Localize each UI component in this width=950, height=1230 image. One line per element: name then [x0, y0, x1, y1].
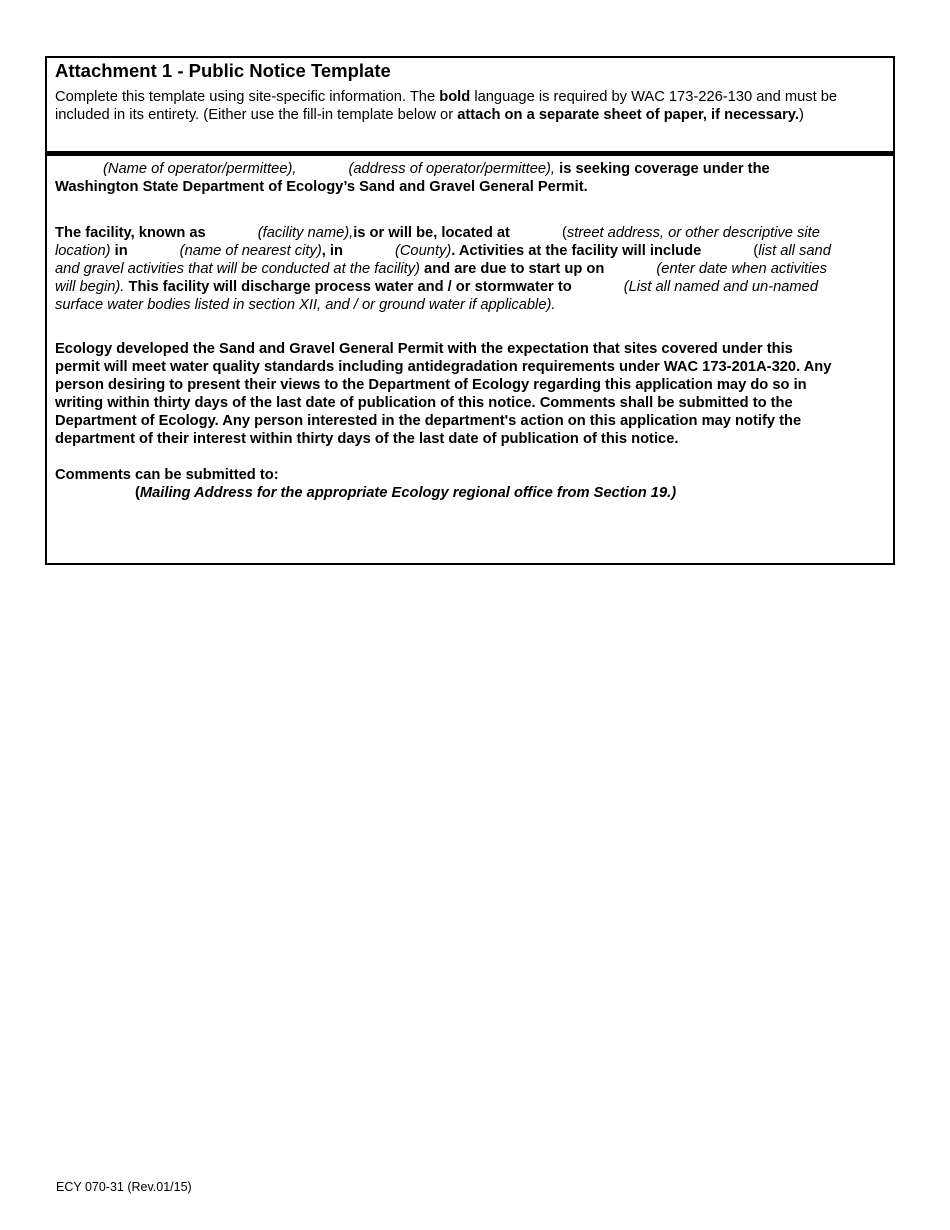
street-open-paren: (: [561, 225, 567, 241]
mailing-address-field[interactable]: Mailing Address for the appropriate Ecology regional office from Section 19.): [139, 485, 677, 501]
instructions-part1: Complete this template using site-specific information. The: [55, 89, 440, 105]
instructions-text: [55, 88, 875, 124]
instructions-bold-phrase: attach on a separate sheet of paper, if necessary.: [457, 107, 799, 123]
form-number-footer: ECY 070-31 (Rev.01/15): [56, 1180, 192, 1194]
comments-section: [55, 466, 885, 502]
instructions-part2: language is required by WAC 173-226-130 and must be included in its entirety. (Either use the fill-in template below or: [55, 89, 838, 123]
ecology-paragraph: [55, 340, 885, 448]
facility-discharge-text: This facility will discharge process water and / or stormwater to: [128, 279, 572, 295]
comments-heading: Comments can be submitted to:: [55, 467, 279, 483]
street-address-field[interactable]: street address, or other descriptive site: [566, 225, 820, 241]
facility-in-county-text: , in: [321, 243, 343, 259]
nearest-city-field[interactable]: (name of nearest city): [179, 243, 322, 259]
start-date-field[interactable]: (enter date when activities: [656, 261, 828, 277]
activities-field[interactable]: list all sand: [758, 243, 831, 259]
operator-name-field[interactable]: (Name of operator/permittee),: [103, 161, 297, 177]
ecology-line: department of their interest within thirty days of the last date of publication of this notice.: [55, 431, 679, 447]
facility-name-field[interactable]: (facility name),: [257, 225, 354, 241]
comments-open-paren: (: [135, 485, 140, 501]
seeking-coverage-paragraph: [55, 160, 885, 196]
ecology-line: person desiring to present their views to the Department of Ecology regarding this application may do so in: [55, 377, 807, 393]
start-date-field-cont[interactable]: will begin).: [55, 279, 125, 295]
ecology-line: permit will meet water quality standards including antidegradation requirements under WAC 173-201A-320. Any: [55, 359, 832, 375]
seeking-text-line2: Washington State Department of Ecology’s Sand and Gravel General Permit.: [55, 179, 588, 195]
water-bodies-field[interactable]: (List all named and un-named: [623, 279, 819, 295]
page-title: Attachment 1 - Public Notice Template: [55, 60, 391, 81]
activities-field-cont[interactable]: and gravel activities that will be conducted at the facility): [55, 261, 420, 277]
instructions-part3: ): [798, 107, 804, 123]
facility-in-text: in: [114, 243, 128, 259]
facility-known-as-text: The facility, known as: [55, 225, 206, 241]
facility-start-up-text: and are due to start up on: [424, 261, 605, 277]
water-bodies-field-cont[interactable]: surface water bodies listed in section XII, and / or ground water if applicable).: [55, 297, 556, 313]
ecology-line: writing within thirty days of the last date of publication of this notice. Comments shall be submitted to the: [55, 395, 793, 411]
instructions-section: [47, 58, 893, 156]
facility-activities-text: . Activities at the facility will include: [451, 243, 702, 259]
seeking-text-line1: is seeking coverage under the: [559, 161, 770, 177]
street-address-field-cont[interactable]: location): [55, 243, 111, 259]
operator-address-field[interactable]: (address of operator/permittee),: [348, 161, 556, 177]
county-field[interactable]: (County): [394, 243, 452, 259]
facility-paragraph: [55, 224, 885, 314]
facility-located-text: is or will be, located at: [353, 225, 510, 241]
ecology-line: Department of Ecology. Any person interested in the department's action on this application may notify the: [55, 413, 802, 429]
instructions-bold-word: bold: [439, 89, 471, 105]
ecology-line: Ecology developed the Sand and Gravel General Permit with the expectation that sites covered under this: [55, 341, 793, 357]
public-notice-form: [45, 56, 895, 565]
activities-open-paren: (: [753, 243, 759, 259]
